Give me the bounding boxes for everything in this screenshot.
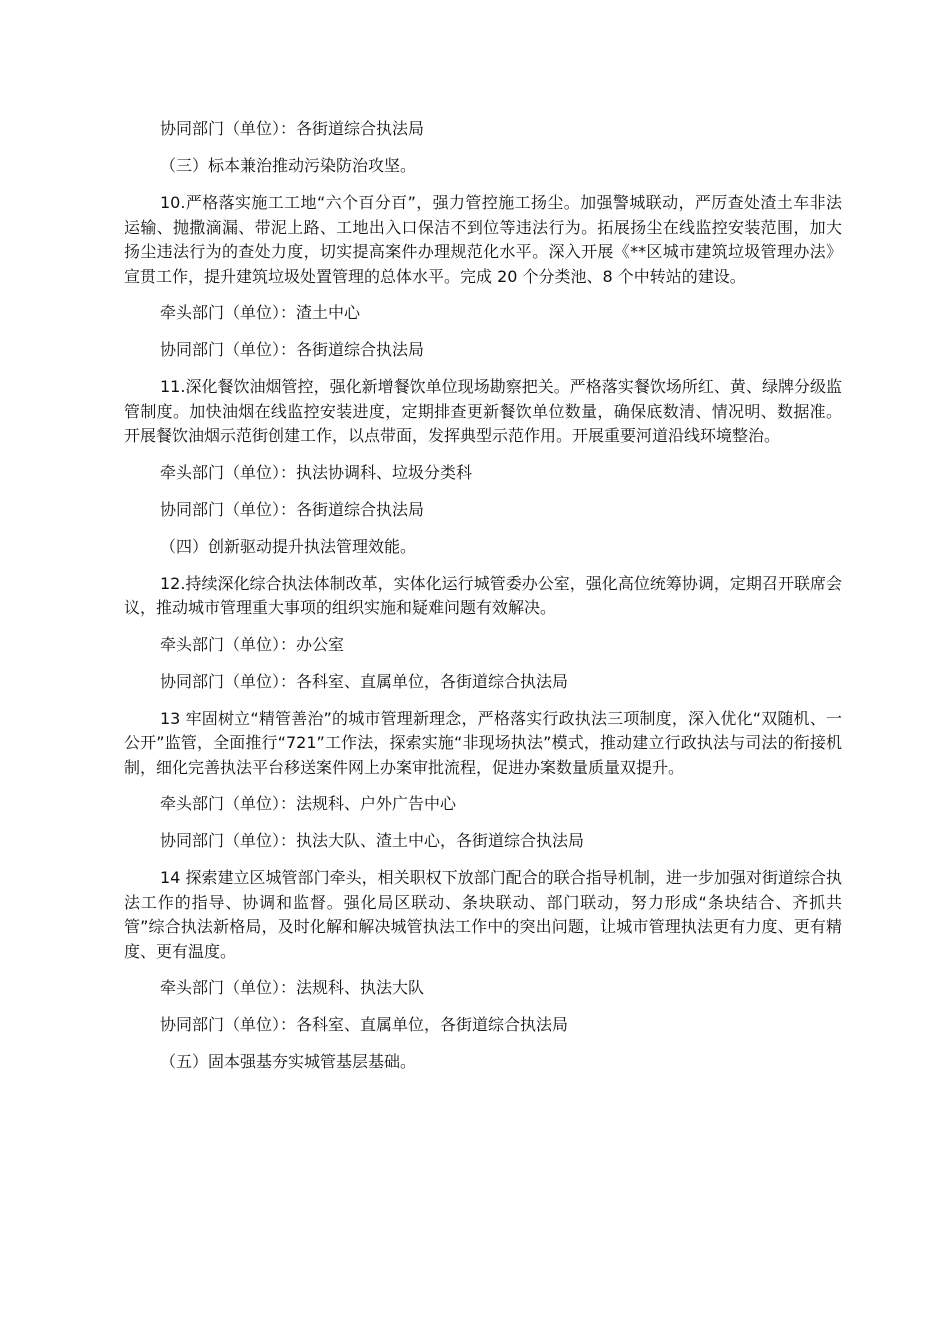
lead-department-line: 牵头部门（单位）：执法协调科、垃圾分类科 <box>160 462 473 482</box>
co-department-line: 协同部门（单位）：各街道综合执法局 <box>160 499 425 519</box>
lead-department-line: 牵头部门（单位）：渣土中心 <box>160 303 361 322</box>
section-heading: （五）固本强基夯实城管基层基础。 <box>160 1052 417 1071</box>
lead-department-line: 牵头部门（单位）：法规科、户外广告中心 <box>160 794 457 813</box>
co-department-line: 协同部门（单位）：各科室、直属单位，各街道综合执法局 <box>160 671 569 691</box>
co-department-line: 协同部门（单位）：执法大队、渣土中心，各街道综合执法局 <box>160 831 585 850</box>
co-department-line: 协同部门（单位）：各街道综合执法局 <box>160 119 425 138</box>
item-paragraph-13: 13 牢固树立“精管善治”的城市管理新理念，严格落实行政执法三项制度，深入优化“双随机、一公开”监管，全面推行“721”工作法，探索实施“非现场执法”模式，推动建立行政执法与司法的衔接机制，细化完善执法平台移送案件网上办案审批流程，促进办案数量质量双提升。 <box>124 708 842 777</box>
section-heading: （四）创新驱动提升执法管理效能。 <box>160 536 417 556</box>
item-paragraph-10: 10.严格落实施工工地“六个百分百”，强力管控施工扬尘。加强警城联动，严厉查处渣土车非法运输、抛撒滴漏、带泥上路、工地出入口保洁不到位等违法行为。拓展扬尘在线监控安装范围，加大扬尘违法行为的查处力度，切实提高案件办理规范化水平。深入开展《**区城市建筑垃圾管理办法》宣贯工作，提升建筑垃圾处置管理的总体水平。完成 20 个分类池、8 个中转站的建设。 <box>124 193 842 286</box>
section-heading: （三）标本兼治推动污染防治攻坚。 <box>160 156 417 175</box>
co-department-line: 协同部门（单位）：各街道综合执法局 <box>160 340 425 359</box>
item-paragraph-11: 11.深化餐饮油烟管控，强化新增餐饮单位现场勘察把关。严格落实餐饮场所红、黄、绿牌分级监管制度。加快油烟在线监控安装进度，定期排查更新餐饮单位数量，确保底数清、情况明、数据准。开展餐饮油烟示范街创建工作，以点带面，发挥典型示范作用。开展重要河道沿线环境整治。 <box>124 377 842 445</box>
item-paragraph-14: 14 探索建立区城管部门牵头，相关职权下放部门配合的联合指导机制，进一步加强对街道综合执法工作的指导、协调和监督。强化局区联动、条块联动、部门联动，努力形成“条块结合、齐抓共管”综合执法新格局，及时化解和解决城管执法工作中的突出问题，让城市管理执法更有力度、更有精度、更有温度。 <box>124 868 842 961</box>
co-department-line: 协同部门（单位）：各科室、直属单位，各街道综合执法局 <box>160 1015 569 1034</box>
item-paragraph-12: 12.持续深化综合执法体制改革，实体化运行城管委办公室，强化高位统筹协调，定期召开联席会议，推动城市管理重大事项的组织实施和疑难问题有效解决。 <box>124 573 842 617</box>
lead-department-line: 牵头部门（单位）：办公室 <box>160 634 345 654</box>
document-page <box>124 117 842 1087</box>
lead-department-line: 牵头部门（单位）：法规科、执法大队 <box>160 978 425 997</box>
